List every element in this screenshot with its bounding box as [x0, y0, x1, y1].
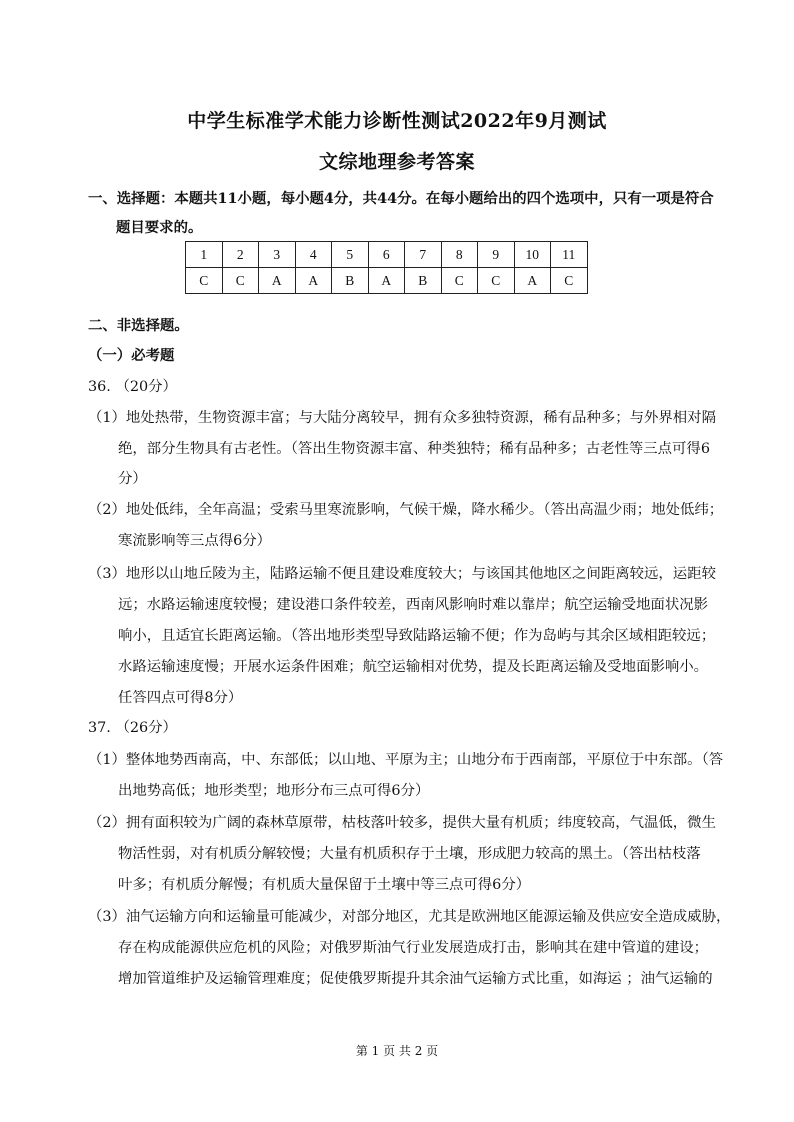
- question-number: 6: [368, 242, 405, 268]
- answer-table-number-row: [186, 242, 588, 268]
- q36-answer1-line: （1）地处热带，生物资源丰富；与大陆分离较早，拥有众多独特资源，稀有品种多；与外界相对隔: [88, 410, 716, 426]
- q37-answer1-line: 出地势高低；地形类型；地形分布三点可得6分）: [118, 783, 430, 799]
- q36-answer3-line: 响小，且适宜长距离运输。（答出地形类型导致陆路运输不便；作为岛屿与其余区域相距较远；: [118, 628, 716, 644]
- q36-answer3-line: 水路运输速度慢；开展水运条件困难；航空运输相对优势，提及长距离运输及受地面影响小。: [118, 659, 709, 675]
- q37-answer2-line: 物活性弱，对有机质分解较慢；大量有机质积存于土壤，形成肥力较高的黑土。（答出枯枝落: [118, 846, 701, 862]
- answer-cell: C: [222, 268, 259, 294]
- answer-table: [185, 241, 588, 294]
- answer-cell: C: [186, 268, 223, 294]
- question-number: 3: [259, 242, 296, 268]
- question-number: 5: [332, 242, 369, 268]
- q37-answer3-line: 增加管道维护及运输管理难度；促使俄罗斯提升其余油气运输方式比重，如海运 ；油气运输的: [118, 971, 713, 987]
- part1-heading: 一、选择题：本题共11小题，每小题4分，共44分。在每小题给出的四个选项中，只有一项是符合: [88, 190, 714, 207]
- part2-subheading: （一）必考题: [88, 347, 175, 364]
- q36-answer3-line: 远；水路运输速度较慢；建设港口条件较差，西南风影响时难以靠岸；航空运输受地面状况影: [118, 597, 709, 613]
- question-number: 1: [186, 242, 223, 268]
- part1-heading-cont: 题目要求的。: [116, 219, 203, 236]
- question-number: 4: [295, 242, 332, 268]
- answer-cell: A: [368, 268, 405, 294]
- answer-cell: C: [478, 268, 515, 294]
- question-number: 8: [441, 242, 478, 268]
- answer-cell: C: [551, 268, 588, 294]
- q36-answer2-line: 寒流影响等三点得6分）: [118, 533, 272, 549]
- page-title: 中学生标准学术能力诊断性测试2022年9月测试: [187, 110, 607, 132]
- q37-answer2-line: （2）拥有面积较为广阔的森林草原带，枯枝落叶较多，提供大量有机质；纬度较高，气温低，微生: [88, 815, 716, 831]
- answer-cell: A: [295, 268, 332, 294]
- q36-answer1-line: 分）: [118, 471, 147, 487]
- q37-answer3-line: 存在构成能源供应危机的风险；对俄罗斯油气行业发展造成打击，影响其在建中管道的建设；: [118, 940, 709, 956]
- q36-header: 36. （20分）: [88, 379, 177, 395]
- answer-cell: A: [514, 268, 551, 294]
- q36-answer3-line: （3）地形以山地丘陵为主，陆路运输不便且建设难度较大；与该国其他地区之间距离较远，运距较: [88, 566, 716, 582]
- question-number: 9: [478, 242, 515, 268]
- q36-answer2-line: （2）地处低纬，全年高温；受索马里寒流影响，气候干燥，降水稀少。（答出高温少雨；地处低纬；: [88, 502, 724, 518]
- part2-heading: 二、非选择题。: [88, 317, 189, 334]
- question-number: 2: [222, 242, 259, 268]
- q37-header: 37. （26分）: [88, 720, 177, 736]
- question-number: 10: [514, 242, 551, 268]
- answer-cell: B: [332, 268, 369, 294]
- question-number: 7: [405, 242, 442, 268]
- page-subtitle: 文综地理参考答案: [318, 151, 475, 173]
- answer-cell: C: [441, 268, 478, 294]
- q36-answer1-line: 绝，部分生物具有古老性。（答出生物资源丰富、种类独特；稀有品种多；古老性等三点可得6: [118, 441, 710, 457]
- answer-cell: A: [259, 268, 296, 294]
- q37-answer1-line: （1）整体地势西南高，中、东部低；以山地、平原为主；山地分布于西南部，平原位于中东部。（答: [88, 752, 724, 768]
- question-number: 11: [551, 242, 588, 268]
- page-footer: 第 1 页 共 2 页: [355, 1044, 439, 1058]
- answer-cell: B: [405, 268, 442, 294]
- q37-answer2-line: 叶多；有机质分解慢；有机质大量保留于土壤中等三点可得6分）: [118, 877, 531, 893]
- answer-table-answer-row: [186, 268, 588, 294]
- q36-answer3-line: 任答四点可得8分）: [118, 690, 243, 706]
- q37-answer3-line: （3）油气运输方向和运输量可能减少，对部分地区，尤其是欧洲地区能源运输及供应安全造成威胁，: [88, 909, 731, 925]
